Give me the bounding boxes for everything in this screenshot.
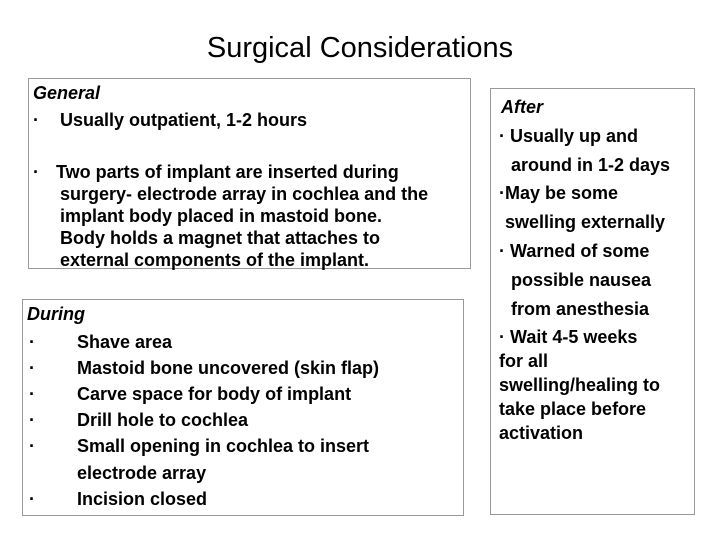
general-item-1: Usually outpatient, 1-2 hours — [60, 110, 308, 130]
general-item-2-line-3: implant body placed in mastoid bone. — [60, 206, 383, 226]
general-item-2-line-1: Two parts of implant are inserted during — [56, 162, 399, 182]
after-line-12: activation — [499, 423, 584, 443]
during-item-5: Small opening in cochlea to insert — [77, 436, 370, 456]
after-line-4: swelling externally — [505, 212, 666, 232]
after-box — [490, 88, 695, 515]
during-heading: During — [27, 304, 85, 324]
after-line-9: for all — [499, 351, 549, 371]
during-bullet-5: · — [29, 436, 35, 456]
during-bullet-4: · — [29, 410, 35, 430]
during-bullet-6: · — [29, 489, 35, 509]
general-bullet-1: · — [33, 110, 39, 130]
during-item-5-cont: electrode array — [77, 463, 207, 483]
after-line-8: · Wait 4-5 weeks — [499, 327, 638, 347]
general-bullet-2: · — [33, 162, 39, 182]
during-box — [22, 299, 464, 516]
after-heading: After — [501, 97, 544, 117]
during-item-3: Carve space for body of implant — [77, 384, 352, 404]
after-line-6: possible nausea — [511, 270, 652, 290]
during-bullet-1: · — [29, 332, 35, 352]
after-line-3: ·May be some — [499, 183, 619, 203]
general-item-2-line-5: external components of the implant. — [60, 250, 370, 270]
general-item-2-line-4: Body holds a magnet that attaches to — [60, 228, 381, 248]
after-line-11: take place before — [499, 399, 647, 419]
during-item-4: Drill hole to cochlea — [77, 410, 249, 430]
general-heading: General — [33, 83, 101, 103]
general-box — [28, 78, 471, 269]
after-line-5: · Warned of some — [499, 241, 650, 261]
general-item-2-line-2: surgery- electrode array in cochlea and the — [60, 184, 429, 204]
slide-title: Surgical Considerations — [206, 32, 514, 64]
during-item-1: Shave area — [77, 332, 173, 352]
after-line-2: around in 1-2 days — [511, 155, 671, 175]
after-line-7: from anesthesia — [511, 299, 650, 319]
during-item-2: Mastoid bone uncovered (skin flap) — [77, 358, 380, 378]
during-bullet-3: · — [29, 384, 35, 404]
after-line-10: swelling/healing to — [499, 375, 661, 395]
after-line-1: · Usually up and — [499, 126, 639, 146]
during-item-6: Incision closed — [77, 489, 208, 509]
during-bullet-2: · — [29, 358, 35, 378]
